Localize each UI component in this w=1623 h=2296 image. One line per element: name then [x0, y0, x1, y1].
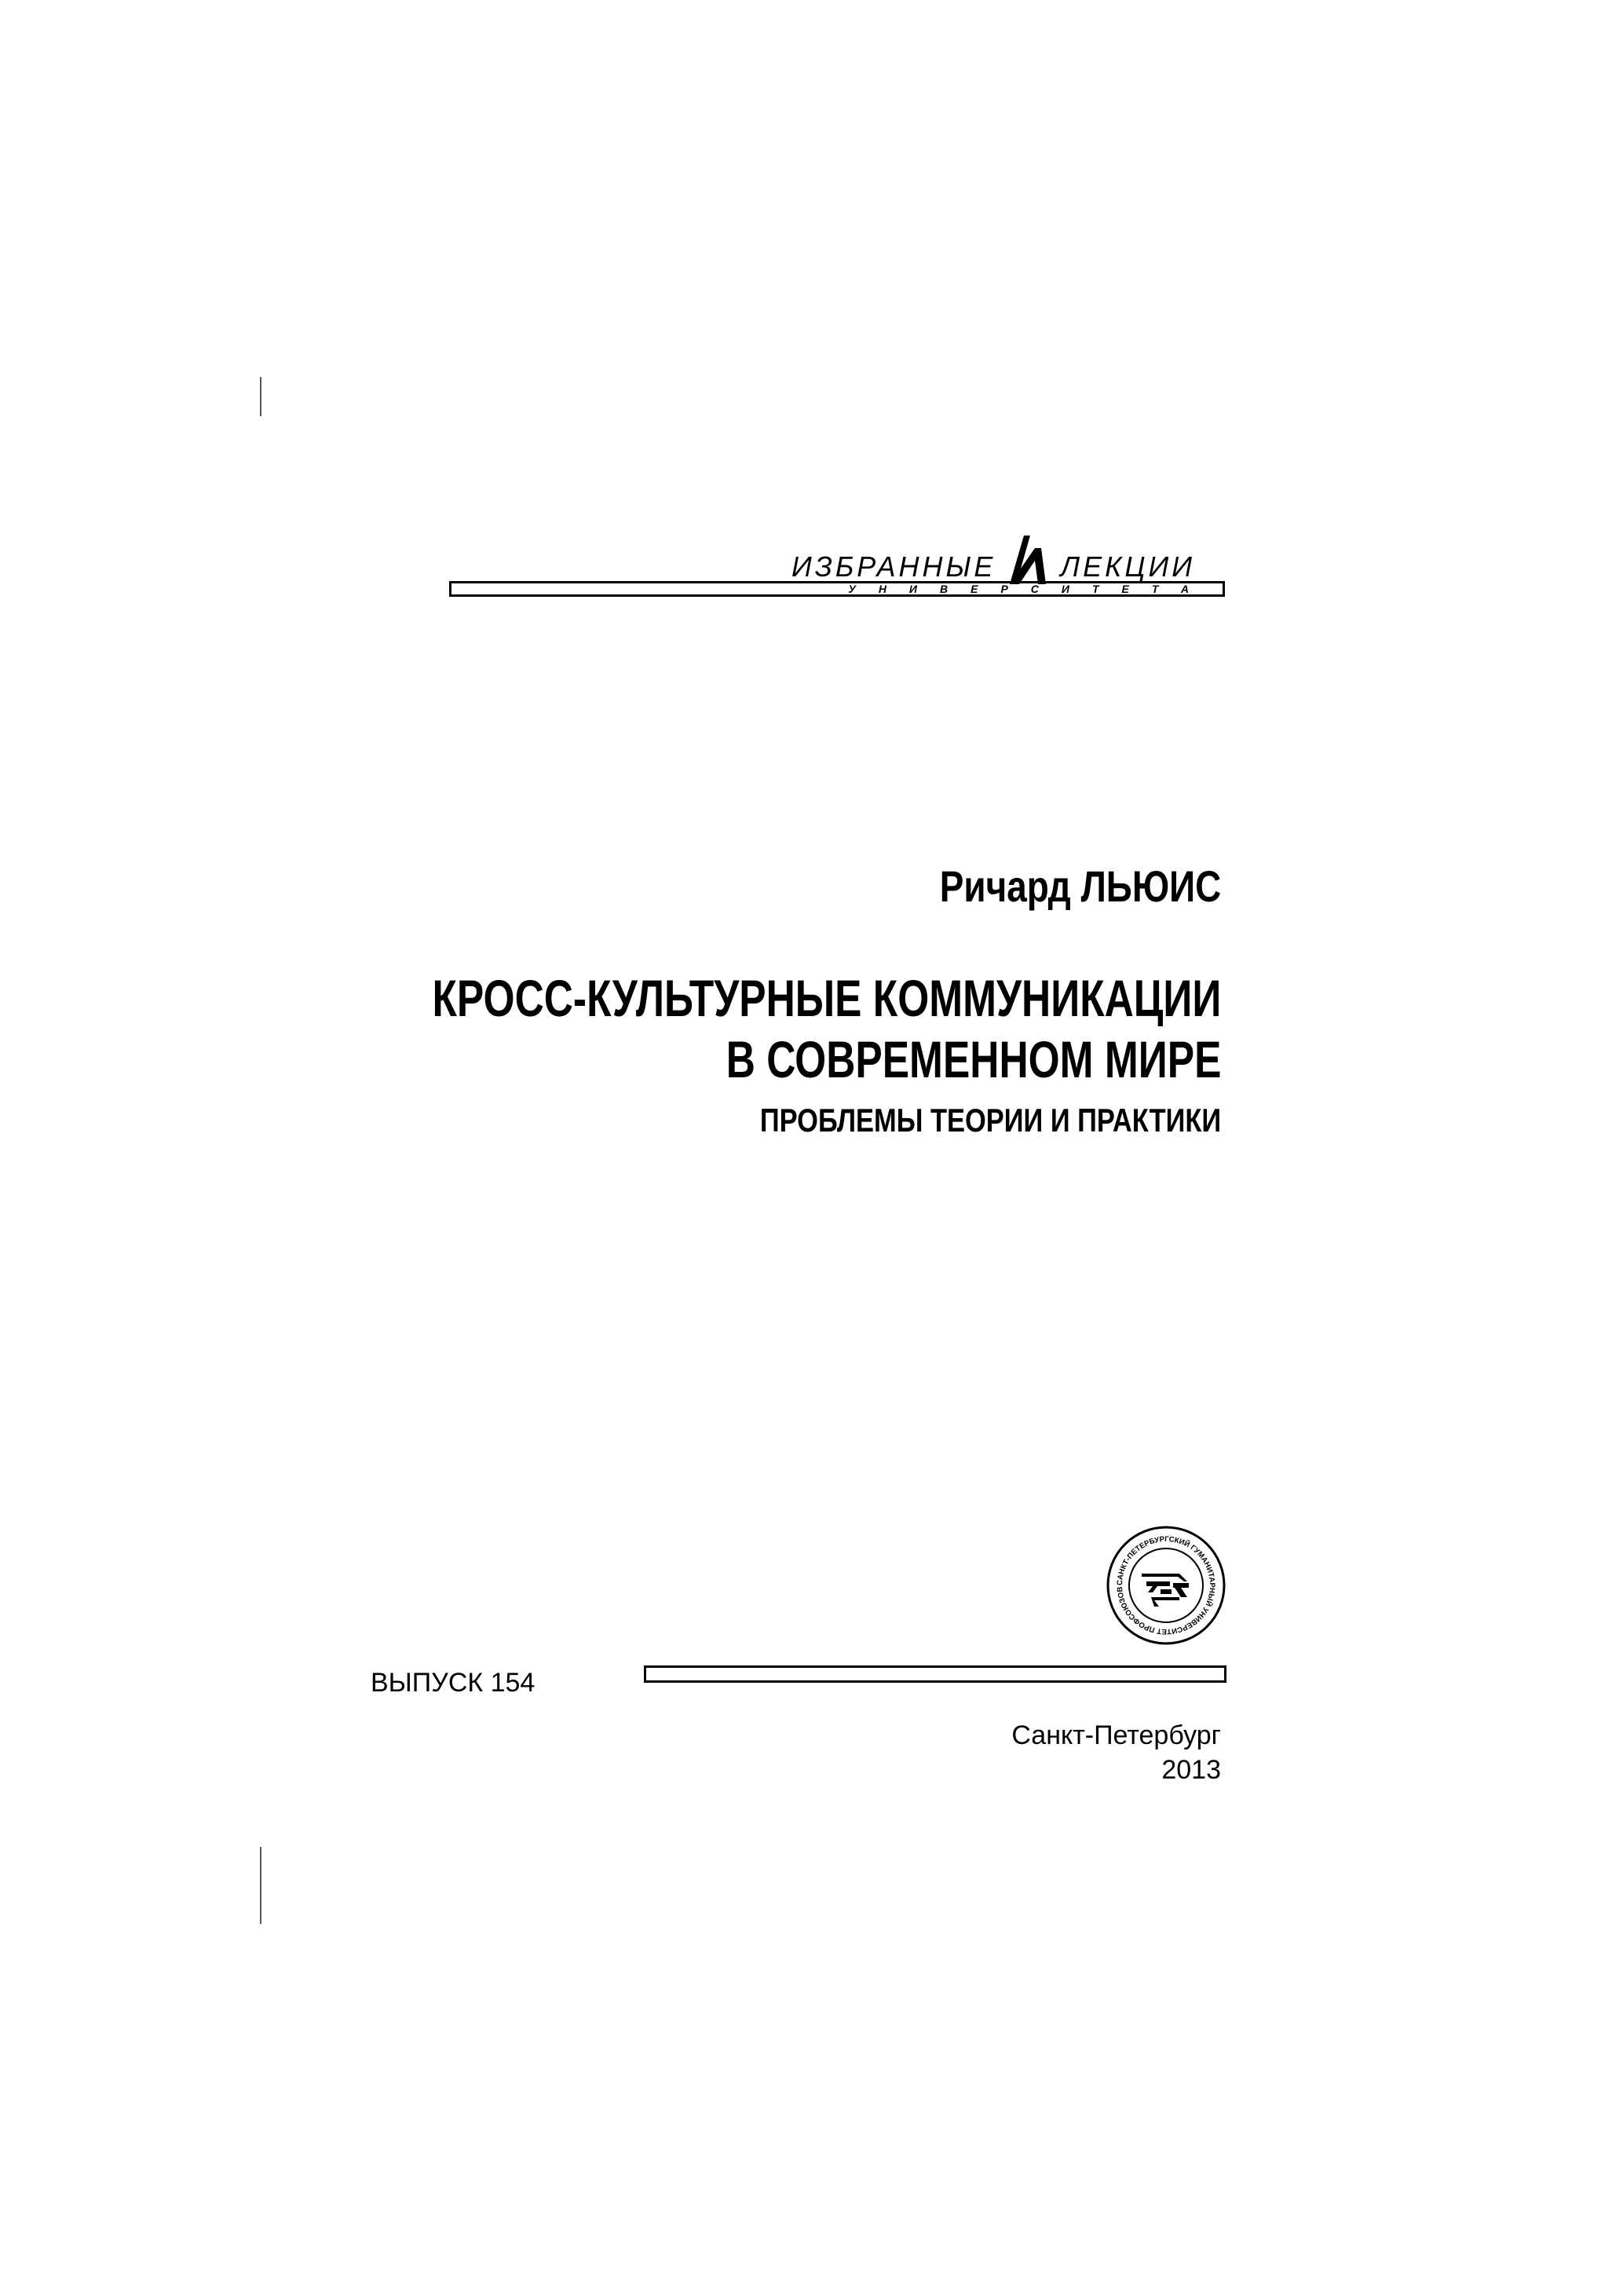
series-word-right: ЛЕКЦИИ — [1060, 550, 1195, 583]
crop-mark-top — [260, 377, 261, 416]
issue-number: ВЫПУСК 154 — [371, 1668, 536, 1698]
imprint — [1011, 1718, 1221, 1787]
series-bar — [449, 581, 1225, 597]
university-seal-icon — [1106, 1525, 1226, 1646]
title-line-1: КРОСС-КУЛЬТУРНЫЕ КОММУНИКАЦИИ — [432, 969, 1221, 1027]
author-name: Ричард ЛЬЮИС — [939, 861, 1221, 911]
series-banner — [448, 536, 1225, 598]
crop-mark-bottom — [260, 1847, 261, 1924]
series-title — [791, 542, 1195, 581]
book-subtitle: ПРОБЛЕМЫ ТЕОРИИ И ПРАКТИКИ — [759, 1102, 1221, 1139]
book-title — [432, 967, 1221, 1090]
series-bar-text: УНИВЕРСИТЕТА — [848, 583, 1212, 595]
imprint-year: 2013 — [1161, 1755, 1221, 1785]
seal-ring-text: САНКТ-ПЕТЕРБУРГСКИЙ ГУМАНИТАРНЫЙ УНИВЕРСИТЕТ ПРОФСОЮЗОВ — [1115, 1534, 1217, 1636]
imprint-city: Санкт-Петербург — [1011, 1720, 1221, 1750]
title-line-2: В СОВРЕМЕННОМ МИРЕ — [726, 1030, 1221, 1088]
lightning-letter-l-icon — [1003, 534, 1049, 586]
series-word-left: ИЗБРАННЫЕ — [791, 550, 996, 583]
issue-bar — [644, 1665, 1226, 1683]
